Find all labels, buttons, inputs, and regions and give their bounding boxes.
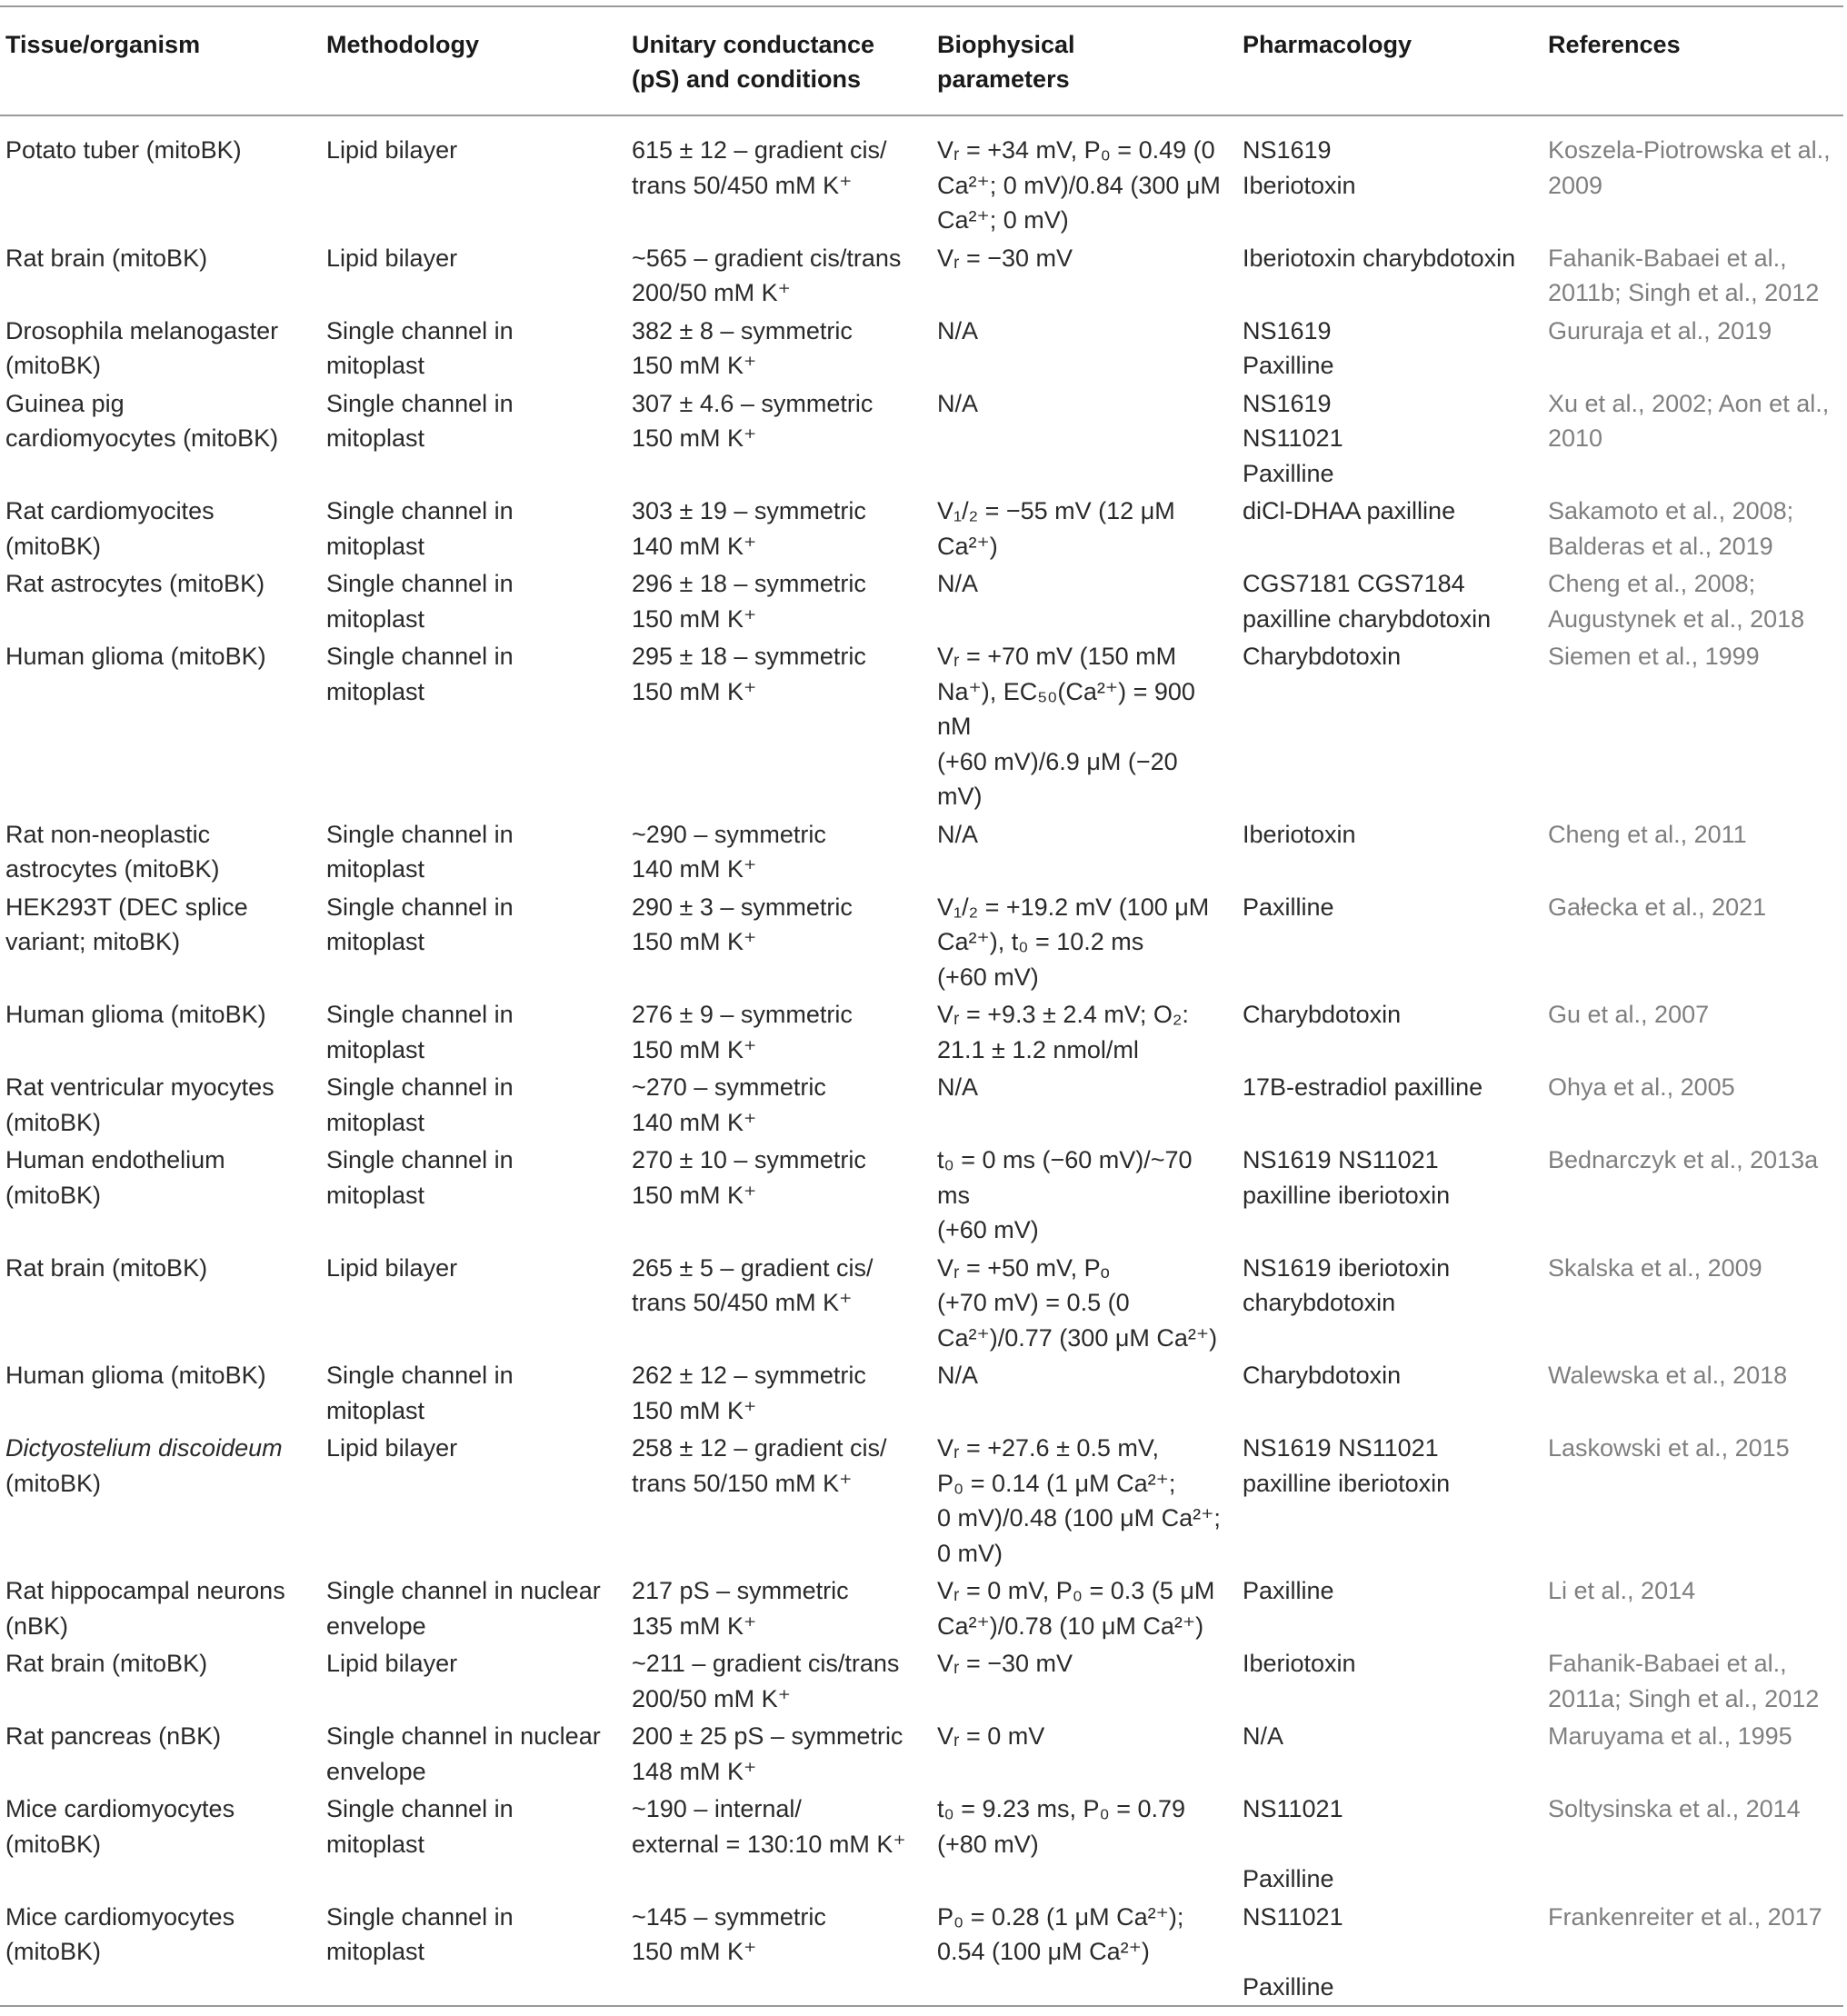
cell-conductance: 200 ± 25 pS – symmetric 148 mM K⁺ — [632, 1722, 904, 1785]
table-body — [0, 115, 1843, 2006]
cell-methodology: Single channel in mitoplast — [326, 1362, 514, 1424]
cell-biophysical: Vᵣ = 0 mV — [937, 1722, 1045, 1750]
cell-biophysical: Vᵣ = +50 mV, Pₒ (+70 mV) = 0.5 (0 Ca²⁺)/0.77 (300 μM Ca²⁺) — [937, 1253, 1218, 1352]
cell-tissue: Potato tuber (mitoBK) — [5, 136, 242, 164]
table-row — [0, 384, 1843, 493]
table-row — [0, 1356, 1843, 1429]
cell-biophysical: V₁/₂ = −55 mV (12 μM Ca²⁺) — [937, 497, 1175, 560]
cell-pharmacology: NS11021 Paxilline — [1243, 1902, 1343, 2001]
cell-conductance: ~270 – symmetric 140 mM K⁺ — [632, 1073, 826, 1136]
cell-tissue: Rat non-neoplastic astrocytes (mitoBK) — [5, 820, 220, 883]
table-footer-rule — [0, 2006, 1843, 2016]
cell-references: Ohya et al., 2005 — [1548, 1073, 1735, 1101]
cell-tissue: Rat cardiomyocites (mitoBK) — [5, 497, 215, 560]
cell-tissue: Rat ventricular myocytes (mitoBK) — [5, 1073, 275, 1136]
cell-biophysical: N/A — [937, 570, 979, 597]
header-row — [0, 6, 1843, 115]
cell-methodology: Single channel in mitoplast — [326, 893, 514, 955]
cell-biophysical: t₀ = 0 ms (−60 mV)/~70 ms (+60 mV) — [937, 1146, 1193, 1243]
cell-references: Cheng et al., 2011 — [1548, 820, 1747, 848]
cell-references: Li et al., 2014 — [1548, 1577, 1696, 1604]
cell-references: Gu et al., 2007 — [1548, 1001, 1710, 1028]
cell-tissue: Human endothelium (mitoBK) — [5, 1146, 225, 1209]
table-row — [0, 1068, 1843, 1141]
cell-conductance: 258 ± 12 – gradient cis/ trans 50/150 mM K⁺ — [632, 1434, 887, 1497]
cell-conductance: 307 ± 4.6 – symmetric 150 mM K⁺ — [632, 389, 874, 452]
cell-references: Gururaja et al., 2019 — [1548, 316, 1772, 344]
cell-tissue: Rat pancreas (nBK) — [5, 1722, 222, 1750]
cell-pharmacology: NS1619 iberiotoxin charybdotoxin — [1243, 1253, 1451, 1316]
cell-pharmacology: Charybdotoxin — [1243, 1001, 1402, 1028]
cell-methodology: Single channel in mitoplast — [326, 389, 514, 452]
cell-methodology: Single channel in mitoplast — [326, 820, 514, 883]
cell-conductance: 276 ± 9 – symmetric 150 mM K⁺ — [632, 1001, 853, 1063]
cell-conductance: 615 ± 12 – gradient cis/ trans 50/450 mM K⁺ — [632, 136, 887, 199]
cell-biophysical: Vᵣ = +27.6 ± 0.5 mV, P₀ = 0.14 (1 μM Ca²⁺; 0 mV)/0.48 (100 μM Ca²⁺; 0 mV) — [937, 1434, 1221, 1567]
cell-pharmacology: Paxilline — [1243, 1577, 1334, 1604]
cell-methodology: Lipid bilayer — [326, 1650, 458, 1677]
cell-conductance: 290 ± 3 – symmetric 150 mM K⁺ — [632, 893, 853, 955]
table-row — [0, 1572, 1843, 1644]
cell-biophysical: N/A — [937, 820, 979, 848]
table-row — [0, 239, 1843, 312]
cell-tissue: Rat hippocampal neurons (nBK) — [5, 1577, 285, 1640]
cell-conductance: ~565 – gradient cis/trans 200/50 mM K⁺ — [632, 244, 902, 306]
cell-methodology: Single channel in nuclear envelope — [326, 1722, 601, 1785]
cell-conductance: ~145 – symmetric 150 mM K⁺ — [632, 1902, 826, 1965]
cell-methodology: Single channel in mitoplast — [326, 1795, 514, 1858]
cell-biophysical: N/A — [937, 1073, 979, 1101]
cell-pharmacology: Iberiotoxin — [1243, 1650, 1356, 1677]
cell-pharmacology: NS1619 NS11021 paxilline iberiotoxin — [1243, 1146, 1451, 1209]
cell-references: Maruyama et al., 1995 — [1548, 1722, 1792, 1750]
cell-methodology: Single channel in mitoplast — [326, 570, 514, 633]
cell-biophysical: N/A — [937, 1362, 979, 1389]
header-biophysical: Biophysical parameters — [937, 31, 1075, 93]
cell-tissue: Rat astrocytes (mitoBK) — [5, 570, 265, 597]
cell-methodology: Single channel in mitoplast — [326, 1073, 514, 1136]
cell-references: Soltysinska et al., 2014 — [1548, 1795, 1801, 1822]
cell-biophysical: t₀ = 9.23 ms, P₀ = 0.79 (+80 mV) — [937, 1795, 1186, 1858]
cell-biophysical: Vᵣ = −30 mV — [937, 244, 1073, 272]
cell-methodology: Single channel in mitoplast — [326, 497, 514, 560]
cell-pharmacology: diCl-DHAA paxilline — [1243, 497, 1456, 524]
cell-methodology: Single channel in mitoplast — [326, 1146, 514, 1209]
cell-methodology: Lipid bilayer — [326, 136, 458, 164]
cell-tissue: Rat brain (mitoBK) — [5, 244, 208, 272]
table-row — [0, 1249, 1843, 1357]
table-row — [0, 637, 1843, 815]
table-row — [0, 995, 1843, 1068]
cell-methodology: Single channel in mitoplast — [326, 643, 514, 705]
table-row — [0, 1429, 1843, 1572]
table-row — [0, 1141, 1843, 1249]
cell-pharmacology: Iberiotoxin — [1243, 820, 1356, 848]
table-row — [0, 815, 1843, 888]
cell-biophysical: N/A — [937, 389, 979, 417]
cell-references: Siemen et al., 1999 — [1548, 643, 1760, 670]
header-conductance: Unitary conductance (pS) and conditions — [632, 31, 875, 93]
cell-references: Sakamoto et al., 2008; Balderas et al., 2019 — [1548, 497, 1794, 560]
cell-tissue: Rat brain (mitoBK) — [5, 1650, 208, 1677]
table-row — [0, 115, 1843, 239]
cell-conductance: ~190 – internal/ external = 130:10 mM K⁺ — [632, 1795, 906, 1858]
cell-pharmacology: Charybdotoxin — [1243, 1362, 1402, 1389]
cell-conductance: 295 ± 18 – symmetric 150 mM K⁺ — [632, 643, 866, 705]
cell-biophysical: Vᵣ = +9.3 ± 2.4 mV; O₂: 21.1 ± 1.2 nmol/ml — [937, 1001, 1189, 1063]
cell-tissue: Human glioma (mitoBK) — [5, 1001, 266, 1028]
cell-pharmacology: Paxilline — [1243, 893, 1334, 921]
cell-conductance: 270 ± 10 – symmetric 150 mM K⁺ — [632, 1146, 866, 1209]
cell-conductance: 262 ± 12 – symmetric 150 mM K⁺ — [632, 1362, 866, 1424]
cell-pharmacology: NS11021 Paxilline — [1243, 1795, 1343, 1892]
header-tissue: Tissue/organism — [5, 31, 201, 58]
table-row — [0, 1644, 1843, 1717]
cell-conductance: 303 ± 19 – symmetric 140 mM K⁺ — [632, 497, 866, 560]
cell-methodology: Lipid bilayer — [326, 1253, 458, 1282]
cell-conductance: 217 pS – symmetric 135 mM K⁺ — [632, 1577, 849, 1640]
header-pharmacology: Pharmacology — [1243, 31, 1413, 58]
data-table — [0, 5, 1843, 2016]
cell-conductance: 265 ± 5 – gradient cis/ trans 50/450 mM K⁺ — [632, 1253, 874, 1316]
cell-biophysical: Vᵣ = −30 mV — [937, 1650, 1073, 1677]
cell-pharmacology: NS1619 Paxilline — [1243, 316, 1334, 379]
cell-pharmacology: NS1619 NS11021 paxilline iberiotoxin — [1243, 1434, 1451, 1497]
bk-channel-table — [0, 5, 1843, 2016]
cell-biophysical: Vᵣ = +70 mV (150 mM Na⁺), EC₅₀(Ca²⁺) = 900 nM (+60 mV)/6.9 μM (−20 mV) — [937, 643, 1195, 810]
cell-pharmacology: NS1619 NS11021 Paxilline — [1243, 389, 1343, 487]
table-row — [0, 888, 1843, 996]
cell-tissue: Dictyostelium discoideum (mitoBK) — [5, 1434, 283, 1497]
cell-references: Koszela-Piotrowska et al., 2009 — [1548, 136, 1831, 199]
cell-biophysical: Vᵣ = 0 mV, P₀ = 0.3 (5 μM Ca²⁺)/0.78 (10 μM Ca²⁺) — [937, 1577, 1215, 1640]
header-methodology: Methodology — [326, 31, 479, 58]
cell-conductance: 296 ± 18 – symmetric 150 mM K⁺ — [632, 570, 866, 633]
cell-references: Fahanik-Babaei et al., 2011a; Singh et al., 2012 — [1548, 1650, 1820, 1712]
cell-references: Bednarczyk et al., 2013a — [1548, 1146, 1819, 1173]
cell-methodology: Single channel in mitoplast — [326, 316, 514, 379]
cell-biophysical: Vᵣ = +34 mV, P₀ = 0.49 (0 Ca²⁺; 0 mV)/0.84 (300 μM Ca²⁺; 0 mV) — [937, 136, 1221, 234]
cell-tissue: HEK293T (DEC splice variant; mitoBK) — [5, 893, 248, 955]
cell-methodology: Single channel in mitoplast — [326, 1001, 514, 1063]
cell-conductance: ~211 – gradient cis/trans 200/50 mM K⁺ — [632, 1650, 900, 1712]
cell-pharmacology: Charybdotoxin — [1243, 643, 1402, 670]
cell-pharmacology: NS1619 Iberiotoxin — [1243, 136, 1356, 199]
table-header — [0, 6, 1843, 115]
cell-tissue: Mice cardiomyocytes (mitoBK) — [5, 1795, 235, 1858]
table-row — [0, 1898, 1843, 2007]
cell-references: Xu et al., 2002; Aon et al., 2010 — [1548, 389, 1830, 452]
cell-references: Laskowski et al., 2015 — [1548, 1434, 1790, 1462]
cell-pharmacology: CGS7181 CGS7184 paxilline charybdotoxin — [1243, 570, 1492, 633]
cell-conductance: ~290 – symmetric 140 mM K⁺ — [632, 820, 826, 883]
header-references: References — [1548, 31, 1681, 58]
cell-methodology: Lipid bilayer — [326, 244, 458, 272]
cell-references: Cheng et al., 2008; Augustynek et al., 2018 — [1548, 570, 1805, 633]
table-row — [0, 492, 1843, 564]
species-name: Dictyostelium discoideum — [5, 1434, 283, 1462]
cell-tissue: Rat brain (mitoBK) — [5, 1253, 208, 1282]
cell-methodology: Single channel in nuclear envelope — [326, 1577, 601, 1640]
cell-tissue: Human glioma (mitoBK) — [5, 1362, 266, 1389]
cell-tissue: Mice cardiomyocytes (mitoBK) — [5, 1902, 235, 1965]
table-row — [0, 564, 1843, 637]
cell-references: Gałecka et al., 2021 — [1548, 893, 1767, 921]
cell-methodology: Lipid bilayer — [326, 1434, 458, 1462]
cell-tissue: Guinea pig cardiomyocytes (mitoBK) — [5, 389, 279, 452]
cell-pharmacology: Iberiotoxin charybdotoxin — [1243, 244, 1516, 272]
cell-biophysical: V₁/₂ = +19.2 mV (100 μM Ca²⁺), t₀ = 10.2 ms (+60 mV) — [937, 893, 1210, 991]
table-row — [0, 1790, 1843, 1898]
cell-references: Skalska et al., 2009 — [1548, 1253, 1762, 1282]
cell-conductance: 382 ± 8 – symmetric 150 mM K⁺ — [632, 316, 853, 379]
cell-references: Walewska et al., 2018 — [1548, 1362, 1788, 1389]
table-row — [0, 1717, 1843, 1790]
cell-biophysical: P₀ = 0.28 (1 μM Ca²⁺); 0.54 (100 μM Ca²⁺) — [937, 1902, 1184, 1965]
cell-references: Frankenreiter et al., 2017 — [1548, 1902, 1822, 1931]
cell-pharmacology: N/A — [1243, 1722, 1284, 1750]
cell-tissue: Drosophila melanogaster (mitoBK) — [5, 316, 279, 379]
cell-methodology: Single channel in mitoplast — [326, 1902, 514, 1965]
cell-biophysical: N/A — [937, 316, 979, 344]
cell-pharmacology: 17B-estradiol paxilline — [1243, 1073, 1483, 1101]
cell-references: Fahanik-Babaei et al., 2011b; Singh et al., 2012 — [1548, 244, 1820, 306]
cell-tissue: Human glioma (mitoBK) — [5, 643, 266, 670]
table-row — [0, 312, 1843, 384]
